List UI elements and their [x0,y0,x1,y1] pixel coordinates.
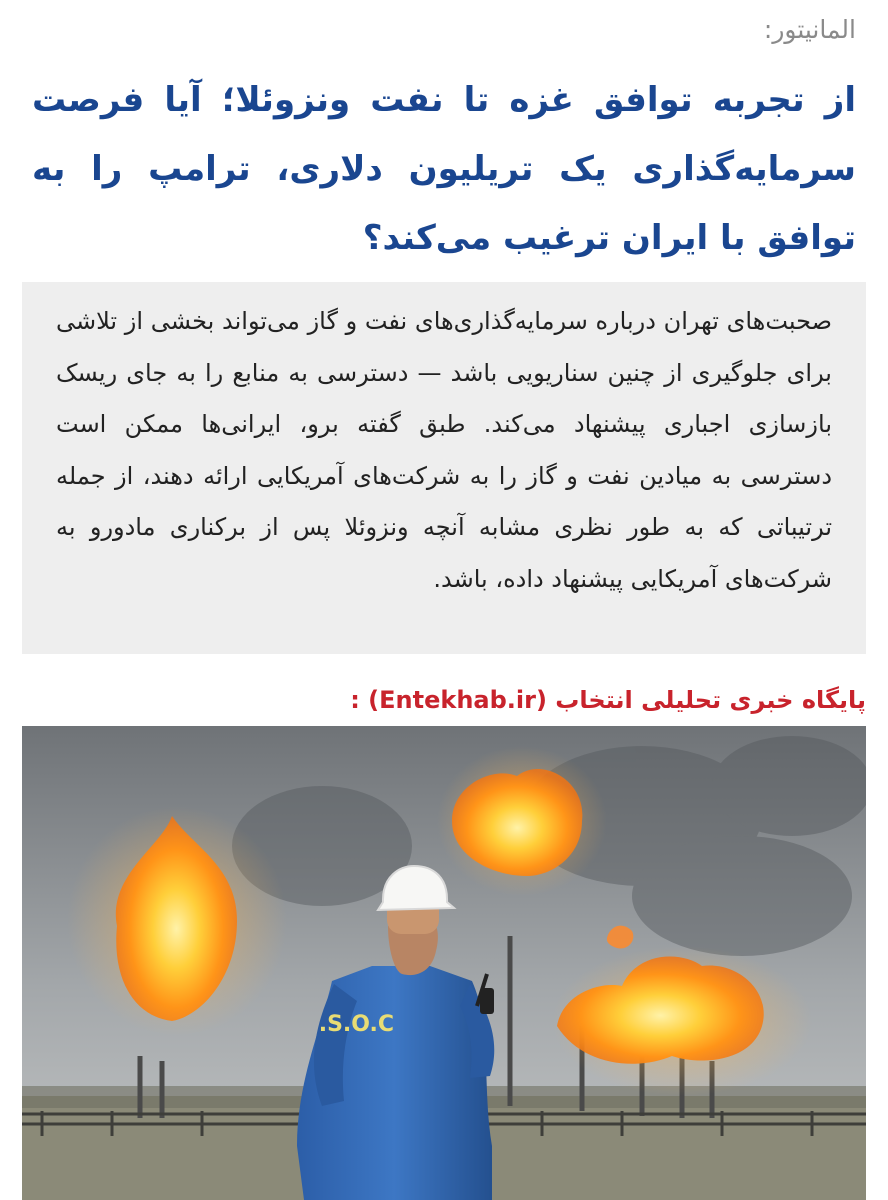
article-headline: از تجربه توافق غزه تا نفت ونزوئلا؛ آیا فرصت سرمایه‌گذاری یک تریلیون دلاری، ترامپ را به توافق با ایران ترغیب می‌کند؟ [32,80,856,258]
source-label: المانیتور: [763,15,856,44]
helmet-logo-text: S.O.C. [318,1012,394,1037]
article-photo [22,726,866,1200]
source-attribution: پایگاه خبری تحلیلی انتخاب (Entekhab.ir) : [350,686,866,714]
oil-field-worker-illustration [22,726,866,1200]
quote-text: صحبت‌های تهران درباره سرمایه‌گذاری‌های نفت و گاز می‌تواند بخشی از تلاشی برای جلوگیری از چنین سناریویی باشد — دسترسی به منابع را به جای ریسک بازسازی اجباری پیشنهاد می‌کند. طبق گفته برو، ایرانی‌ها ممکن است دسترسی به میادین نفت و گاز را به شرکت‌های آمریکایی ارائه دهند، از جمله ترتیباتی که به طور نظری مشابه آنچه ونزوئلا پس از برکناری مادورو به شرکت‌های آمریکایی پیشنهاد داده، باشد. [56,307,832,593]
quote-box [22,282,866,654]
flare-center [437,746,607,896]
radio-icon [480,988,494,1014]
flare-left [67,806,287,1036]
flare-right [552,946,812,1096]
